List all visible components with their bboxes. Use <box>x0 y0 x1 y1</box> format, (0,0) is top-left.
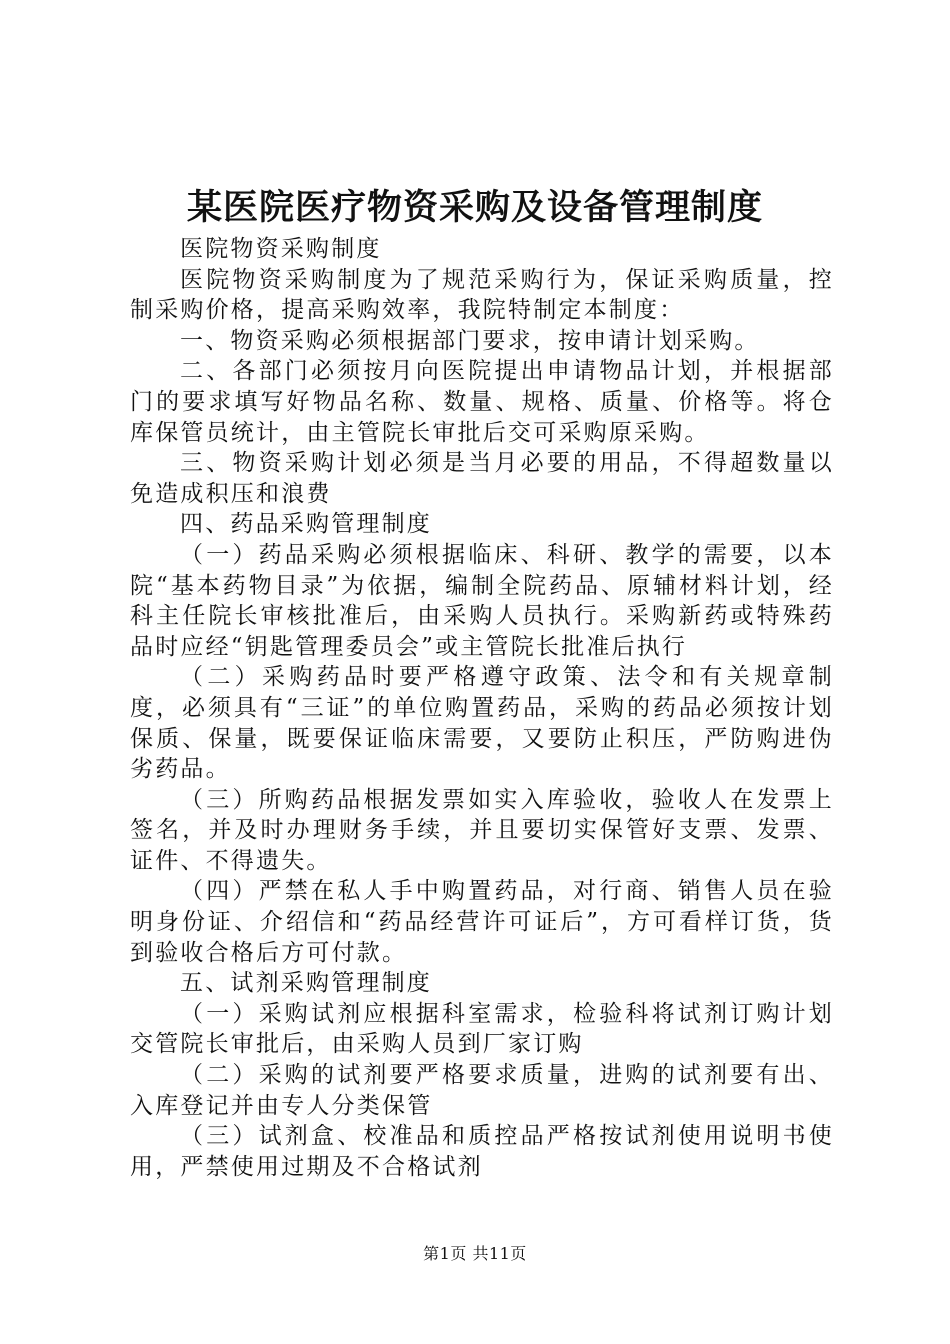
paragraph-drug-rule-4: （四）严禁在私人手中购置药品，对行商、销售人员在验明身份证、介绍信和“药品经营许可证后”，方可看样订货，货到验收合格后方可付款。 <box>130 878 834 966</box>
paragraph-drug-rule-2: （二）采购药品时要严格遵守政策、法令和有关规章制度，必须具有“三证”的单位购置药品，采购的药品必须按计划保质、保量，既要保证临床需要，又要防止积压，严防购进伪劣药品。 <box>130 664 834 783</box>
paragraph-reagent-rule-3: （三）试剂盒、校准品和质控品严格按试剂使用说明书使用，严禁使用过期及不合格试剂 <box>130 1123 834 1180</box>
paragraph-drug-rule-3: （三）所购药品根据发票如实入库验收，验收人在发票上签名，并及时办理财务手续，并且要切实保管好支票、发票、证件、不得遗失。 <box>130 786 834 874</box>
paragraph-rule-3: 三、物资采购计划必须是当月必要的用品，不得超数量以免造成积压和浪费 <box>130 450 834 507</box>
page-footer: 第1页 共11页 <box>423 1244 527 1263</box>
paragraph-reagent-rule-1: （一）采购试剂应根据科室需求，检验科将试剂订购计划交管院长审批后，由采购人员到厂家订购 <box>130 1000 834 1058</box>
document-title: 某医院医疗物资采购及设备管理制度 <box>186 187 763 228</box>
paragraph-rule-1: 一、物资采购必须根据部门要求，按申请计划采购。 <box>180 327 760 354</box>
document-body <box>130 234 834 1182</box>
paragraph-reagent-rule-2: （二）采购的试剂要严格要求质量，进购的试剂要有出、入库登记并由专人分类保管 <box>130 1062 834 1119</box>
section-heading-reagent-purchase: 五、试剂采购管理制度 <box>180 970 432 997</box>
paragraph-heading-purchase-system: 医院物资采购制度 <box>180 236 382 262</box>
paragraph-drug-rule-1: （一）药品采购必须根据临床、科研、教学的需要，以本院“基本药物目录”为依据，编制全院药品、原辅材料计划，经科主任院长审核批准后，由采购人员执行。采购新药或特殊药品时应经“钥匙管理委员会”或主管院长批准后执行 <box>130 541 834 660</box>
section-heading-drug-purchase: 四、药品采购管理制度 <box>180 511 432 538</box>
paragraph-intro: 医院物资采购制度为了规范采购行为，保证采购质量，控制采购价格，提高采购效率，我院特制定本制度： <box>130 266 834 324</box>
paragraph-rule-2: 二、各部门必须按月向医院提出申请物品计划，并根据部门的要求填写好物品名称、数量、规格、质量、价格等。将仓库保管员统计，由主管院长审批后交可采购原采购。 <box>130 358 834 446</box>
